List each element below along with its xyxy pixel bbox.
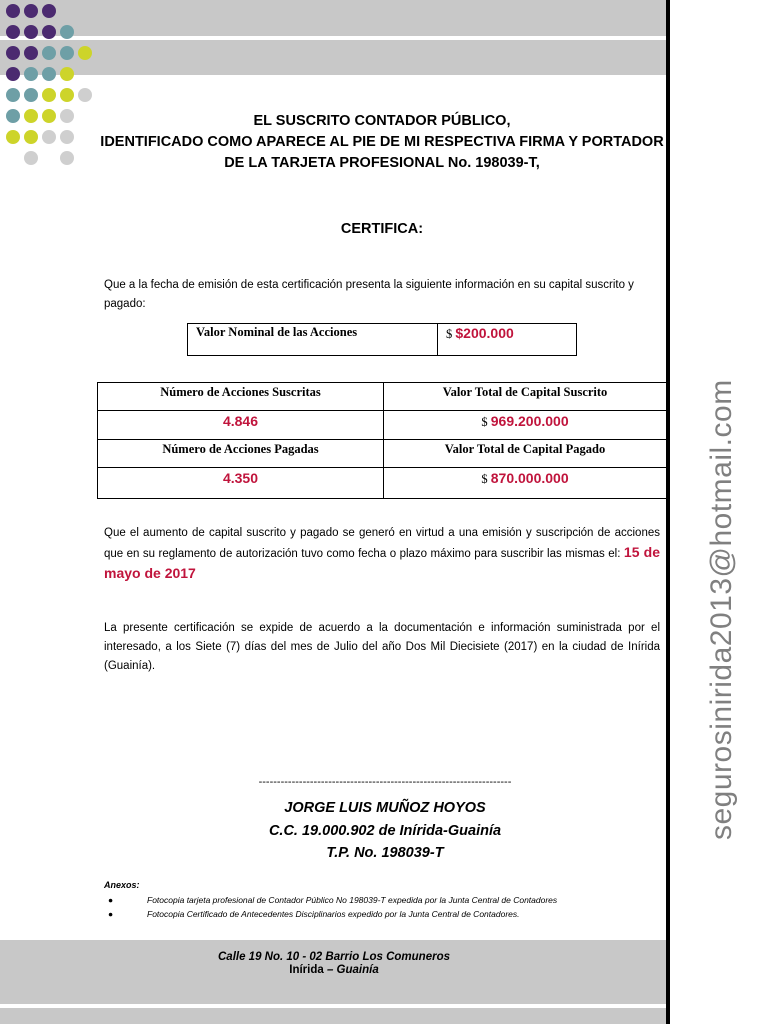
footer-address: Calle 19 No. 10 - 02 Barrio Los Comuneros bbox=[218, 951, 450, 963]
dot bbox=[42, 4, 56, 18]
nominal-value-table bbox=[187, 323, 577, 356]
anexo-item-text: Fotocopia Certificado de Antecedentes Disciplinarios expedido por la Junta Central de Contadores. bbox=[147, 909, 520, 919]
heading-line-2: IDENTIFICADO COMO APARECE AL PIE DE MI RESPECTIVA FIRMA Y PORTADOR bbox=[100, 134, 664, 150]
capital-suscrito-value-cell bbox=[384, 411, 667, 440]
aumento-fecha: 15 de mayo de 2017 bbox=[104, 544, 660, 581]
side-email: segurosinirida2013@hotmail.com bbox=[705, 379, 738, 840]
footer-city bbox=[0, 964, 668, 977]
signer-cc: C.C. 19.000.902 de Inírida-Guainía bbox=[268, 823, 502, 839]
anexo-item-text: Fotocopia tarjeta profesional de Contador Público No 198039-T expedida por la Junta Central de Contadores bbox=[147, 895, 558, 905]
header-band-2 bbox=[0, 40, 668, 75]
header-band bbox=[0, 0, 668, 36]
suscritas-label: Número de Acciones Suscritas bbox=[98, 383, 384, 411]
capital-pagado-value: 870.000.000 bbox=[490, 470, 569, 486]
nominal-value: $200.000 bbox=[455, 325, 514, 341]
nominal-label: Valor Nominal de las Acciones bbox=[188, 324, 438, 356]
capital-pagado-value-cell bbox=[384, 468, 667, 499]
expide-paragraph: La presente certificación se expide de acuerdo a la documentación e información suministrada por el interesado, a los Siete (7) días del mes de Julio del año Dos Mil Diecisiete (2017) en la ciudad de Inírida (Guainía). bbox=[104, 622, 660, 672]
anexos-title: Anexos: bbox=[104, 880, 140, 890]
footer-city-name: Inírida bbox=[289, 964, 324, 976]
capital-pagado-label: Valor Total de Capital Pagado bbox=[384, 440, 667, 468]
dot bbox=[60, 109, 74, 123]
heading-line-3: DE LA TARJETA PROFESIONAL No. 198039-T, bbox=[224, 155, 540, 171]
suscritas-value-cell bbox=[98, 411, 384, 440]
bullet-icon: ● bbox=[108, 909, 114, 919]
nominal-currency: $ bbox=[446, 327, 453, 341]
dot bbox=[78, 88, 92, 102]
pagadas-value-cell bbox=[98, 468, 384, 499]
bullet-icon: ● bbox=[108, 895, 114, 905]
dot bbox=[60, 151, 74, 165]
dot bbox=[24, 151, 38, 165]
pagadas-label: Número de Acciones Pagadas bbox=[98, 440, 384, 468]
dot bbox=[24, 4, 38, 18]
dot bbox=[60, 46, 74, 60]
capital-table bbox=[97, 382, 667, 499]
dot bbox=[6, 88, 20, 102]
dot bbox=[42, 130, 56, 144]
dot bbox=[24, 109, 38, 123]
aumento-paragraph bbox=[104, 524, 660, 585]
intro-paragraph: Que a la fecha de emisión de esta certificación presenta la siguiente información en su capital suscrito y pagado: bbox=[104, 279, 634, 310]
suscritas-value: 4.846 bbox=[222, 413, 259, 429]
footer-department: – Guainía bbox=[326, 964, 379, 976]
dot bbox=[6, 67, 20, 81]
dot bbox=[6, 25, 20, 39]
anexo-item bbox=[108, 895, 558, 905]
capital-suscrito-currency: $ bbox=[481, 415, 488, 429]
heading-line-1: EL SUSCRITO CONTADOR PÚBLICO, bbox=[253, 113, 511, 129]
dot bbox=[42, 25, 56, 39]
dot bbox=[6, 109, 20, 123]
dot bbox=[78, 46, 92, 60]
dot bbox=[42, 88, 56, 102]
pagadas-value: 4.350 bbox=[222, 470, 259, 486]
signer-name: JORGE LUIS MUÑOZ HOYOS bbox=[284, 800, 486, 816]
dot bbox=[42, 109, 56, 123]
capital-suscrito-label: Valor Total de Capital Suscrito bbox=[384, 383, 667, 411]
dot bbox=[60, 67, 74, 81]
dot bbox=[6, 130, 20, 144]
capital-suscrito-value: 969.200.000 bbox=[490, 413, 569, 429]
dot bbox=[24, 130, 38, 144]
footer-band-2 bbox=[0, 1008, 668, 1024]
dot bbox=[6, 4, 20, 18]
dot bbox=[24, 67, 38, 81]
dot bbox=[24, 46, 38, 60]
dot bbox=[42, 46, 56, 60]
vertical-divider bbox=[666, 0, 670, 1024]
signer-tp: T.P. No. 198039-T bbox=[326, 845, 444, 861]
nominal-value-cell bbox=[438, 324, 577, 356]
dot bbox=[6, 46, 20, 60]
dot bbox=[60, 88, 74, 102]
aumento-text: Que el aumento de capital suscrito y pagado se generó en virtud a una emisión y suscripción de acciones que en su reglamento de autorización tuvo como fecha o plazo máximo para suscribir las mismas el: bbox=[104, 527, 660, 560]
dot bbox=[60, 130, 74, 144]
dot bbox=[24, 25, 38, 39]
capital-pagado-currency: $ bbox=[481, 472, 488, 486]
dot bbox=[24, 88, 38, 102]
dot bbox=[60, 25, 74, 39]
signature-line: --------------------------------------------------------------------- bbox=[258, 776, 512, 788]
anexo-item bbox=[108, 909, 520, 919]
certifica-title: CERTIFICA: bbox=[340, 221, 424, 237]
dot bbox=[42, 67, 56, 81]
